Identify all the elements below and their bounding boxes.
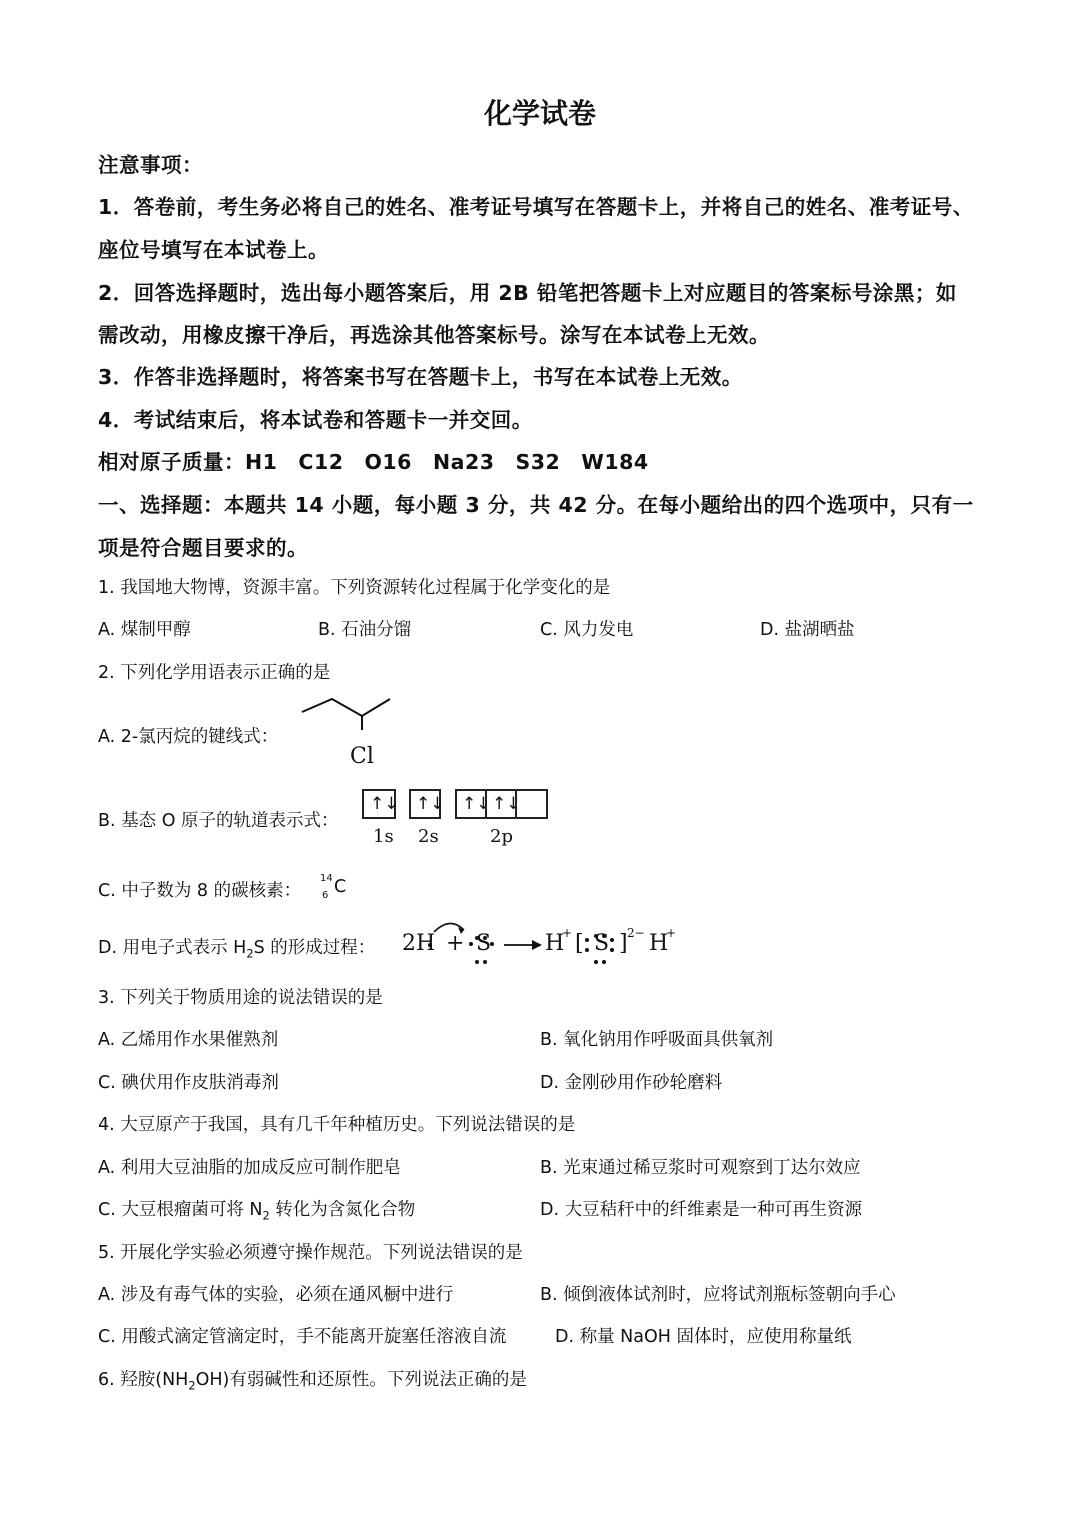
question-5-option-b: B. 倾倒液体试剂时，应将试剂瓶标签朝向手心 <box>540 1285 896 1305</box>
equation-hydrogen-ion-2: H <box>649 931 669 956</box>
question-4-option-b: B. 光束通过稀豆浆时可观察到丁达尔效应 <box>540 1158 861 1178</box>
question-1-option-b: B. 石油分馏 <box>318 620 412 640</box>
question-3-option-b: B. 氧化钠用作呼吸面具供氧剂 <box>540 1030 774 1050</box>
page-title: 化学试卷 <box>483 97 596 130</box>
question-3-option-c: C. 碘伏用作皮肤消毒剂 <box>98 1073 279 1093</box>
notice-item-2-line-2: 需改动，用橡皮擦干净后，再选涂其他答案标号。涂写在本试卷上无效。 <box>98 323 770 347</box>
question-2-option-b: B. 基态 O 原子的轨道表示式： <box>98 811 339 831</box>
section-1-line-2: 项是符合题目要求的。 <box>98 536 308 560</box>
nuclide-symbol: C <box>334 877 347 897</box>
notice-item-4: 4．考试结束后，将本试卷和答题卡一并交回。 <box>98 408 533 432</box>
orbital-box-2s: ↑↓ <box>409 789 441 819</box>
equation-bracket-open: [ <box>575 931 584 956</box>
question-3-option-a: A. 乙烯用作水果催熟剂 <box>98 1030 279 1050</box>
question-2-option-d: D. 用电子式表示 $H_2S$ 的形成过程： <box>98 938 376 961</box>
question-5-stem: 5. 开展化学实验必须遵守操作规范。下列说法错误的是 <box>98 1243 523 1263</box>
question-1-stem: 1. 我国地大物博，资源丰富。下列资源转化过程属于化学变化的是 <box>98 578 611 598</box>
notice-item-2-line-1: 2．回答选择题时，选出每小题答案后，用 2B 铅笔把答题卡上对应题目的答案标号涂黑；如 <box>98 281 957 305</box>
nuclide-atomic-number: 6 <box>322 890 329 901</box>
orbital-box-2p-2: ↑↓ <box>485 789 517 819</box>
skeletal-formula-2-chloropropane <box>298 696 398 732</box>
equation-sulfide: S <box>594 931 610 956</box>
equation-hydrogen-ion-1: H <box>545 931 565 956</box>
question-2-option-c: C. 中子数为 8 的碳核素： <box>98 881 302 901</box>
equation-charge-2: 2− <box>627 926 645 940</box>
orbital-label-2p: 2p <box>490 826 513 847</box>
equation-sulfur: S <box>476 931 492 956</box>
question-5-option-d: D. 称量 NaOH 固体时，应使用称量纸 <box>555 1327 852 1347</box>
section-1-line-1: 一、选择题：本题共 14 小题，每小题 3 分，共 42 分。在每小题给出的四个选项中，只有一 <box>98 493 974 517</box>
orbital-box-2p-3 <box>515 789 548 819</box>
orbital-label-2s: 2s <box>418 826 439 847</box>
question-1-option-c: C. 风力发电 <box>540 620 634 640</box>
question-3-option-d: D. 金刚砂用作砂轮磨料 <box>540 1073 723 1093</box>
question-1-option-a: A. 煤制甲醇 <box>98 620 191 640</box>
question-3-stem: 3. 下列关于物质用途的说法错误的是 <box>98 988 383 1008</box>
orbital-label-1s: 1s <box>373 826 394 847</box>
question-5-option-a: A. 涉及有毒气体的实验，必须在通风橱中进行 <box>98 1285 454 1305</box>
question-2-option-a: A. 2-氯丙烷的键线式： <box>98 727 279 747</box>
question-6-stem: 6. 羟胺$(NH_2OH)$有弱碱性和还原性。下列说法正确的是 <box>98 1370 527 1393</box>
question-2-stem: 2. 下列化学用语表示正确的是 <box>98 663 331 683</box>
question-5-option-c: C. 用酸式滴定管滴定时，手不能离开旋塞任溶液自流 <box>98 1327 507 1347</box>
notice-item-1-line-1: 1．答卷前，考生务必将自己的姓名、准考证号填写在答题卡上，并将自己的姓名、准考证号、 <box>98 195 974 219</box>
equation-charge-3: + <box>666 926 677 940</box>
notice-heading: 注意事项： <box>98 153 203 177</box>
chlorine-label: Cl <box>350 744 374 769</box>
question-4-option-d: D. 大豆秸秆中的纤维素是一种可再生资源 <box>540 1200 863 1220</box>
question-4-option-c: C. 大豆根瘤菌可将 $N_2$ 转化为含氮化合物 <box>98 1200 416 1223</box>
equation-bracket-close: ] <box>619 931 628 956</box>
equation-plus: + <box>446 931 465 956</box>
question-4-stem: 4. 大豆原产于我国，具有几千年种植历史。下列说法错误的是 <box>98 1115 576 1135</box>
atomic-mass-line: 相对原子质量：H1 C12 O16 Na23 S32 W184 <box>98 450 649 474</box>
equation-2h: 2H <box>402 931 436 956</box>
equation-charge-1: + <box>562 926 573 940</box>
question-4-option-a: A. 利用大豆油脂的加成反应可制作肥皂 <box>98 1158 401 1178</box>
question-1-option-d: D. 盐湖晒盐 <box>760 620 855 640</box>
notice-item-1-line-2: 座位号填写在本试卷上。 <box>98 238 329 262</box>
orbital-box-2p-1: ↑↓ <box>455 789 487 819</box>
notice-item-3: 3．作答非选择题时，将答案书写在答题卡上，书写在本试卷上无效。 <box>98 365 743 389</box>
nuclide-mass-number: 14 <box>320 873 333 884</box>
orbital-box-1s: ↑↓ <box>362 789 396 819</box>
